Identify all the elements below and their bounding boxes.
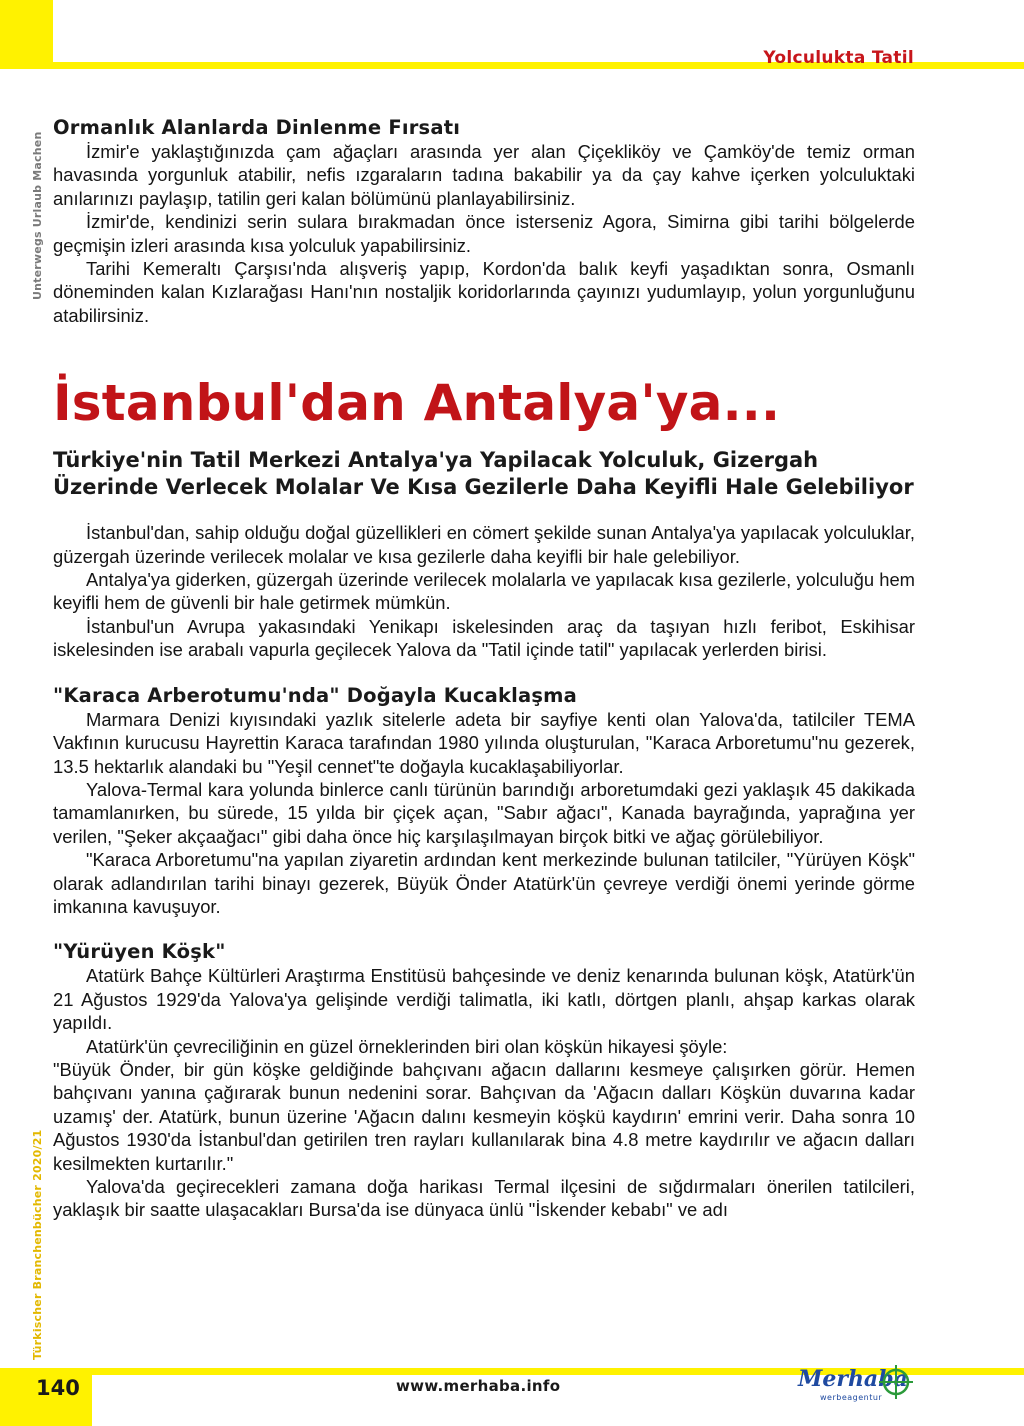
article-antalya [53, 373, 915, 661]
side-label-bottom: Türkischer Branchenbücher 2020/21 [31, 1129, 44, 1360]
paragraph: İzmir'de, kendinizi serin sulara bırakmadan önce isterseniz Agora, Simirna gibi tarihi bölgelerde geçmişin izleri arasında kısa yolculuk yapabilirsiniz. [53, 211, 915, 256]
paragraph: İstanbul'dan, sahip olduğu doğal güzellikleri en cömert şekilde sunan Antalya'ya yapılacak yolculuklar, güzergah üzerinde verilecek molalar ve kısa gezilerle daha keyifli bir hale gelebiliyor. [53, 522, 915, 567]
paragraph: Tarihi Kemeraltı Çarşısı'nda alışveriş yapıp, Kordon'da balık keyfi yaşadıktan sonra, Osmanlı döneminden kalan Kızlarağası Hanı'nın nostaljik koridorlarında çayınızı yudumlayıp, yolun yorgunluğunu atabilirsiniz. [53, 258, 915, 326]
heading-karaca: "Karaca Arberotumu'nda" Doğayla Kucaklaşma [53, 683, 578, 707]
logo-tagline: werbeagentur [820, 1393, 883, 1402]
heading-forest: Ormanlık Alanlarda Dinlenme Fırsatı [53, 116, 461, 139]
page-content [53, 116, 915, 1222]
paragraph: Atatürk Bahçe Kültürleri Araştırma Enstitüsü bahçesinde ve deniz kenarında bulunan köşk, Atatürk'ün 21 Ağustos 1929'da Yalova'ya gelişinde verdiği talimatla, iki katlı, dörtgen planlı, ahşap karkas olarak yapıldı. [53, 965, 915, 1034]
section-kosk [53, 940, 915, 1221]
paragraph: Antalya'ya giderken, güzergah üzerinde verilecek molalarla ve yapılacak kısa gezilerle, yolculuğu hem keyifli hem de güvenli bir hale getirmek mümkün. [53, 569, 915, 614]
merhaba-logo [798, 1362, 916, 1412]
paragraph: Yalova-Termal kara yolunda binlerce canlı türünün barındığı arboretumdaki gezi yaklaşık 45 dakikada tamamlanırken, bu sürede, 15 yılda bir çiçek açan, "Sabır ağacı", Kanada bayrağında, yaprağına yer verilen, "Şeker akçaağacı" gibi daha önce hiç karşılaşılmayan birçok bitki ve ağaç görülebiliyor. [53, 778, 915, 847]
heading-kosk: "Yürüyen Köşk" [53, 940, 226, 964]
page-number: 140 [36, 1376, 80, 1400]
article-forest [53, 116, 915, 327]
paragraph: Marmara Denizi kıyısındaki yazlık sitelerle adeta bir sayfiye kenti olan Yalova'da, tatilciler TEMA Vakfının kurucusu Hayrettin Karaca tarafından 1980 yılında oluşturulan, "Karaca Arboretumu"nu gezerek, 13.5 hektarlık alandaki bu "Yeşil cennet"te doğayla kucaklaşabiliyorlar. [53, 708, 915, 777]
paragraph: Yalova'da geçirecekleri zamana doğa harikası Termal ilçesini de sığdırmaları önerilen tatilcileri, yaklaşık bir saatte ulaşacakları Bursa'da ise dünyaca ünlü "İskender kebabı" ve adı [53, 1176, 915, 1221]
side-label-top: Unterwegs Urlaub Machen [31, 131, 44, 300]
section-tag: Yolculukta Tatil [763, 48, 914, 68]
paragraph: İstanbul'un Avrupa yakasındaki Yenikapı iskelesinden araç da taşıyan hızlı feribot, Eskihisar iskelesinden ise arabalı vapurla geçilecek Yalova da "Tatil içinde tatil" yapılacak yerlerden birisi. [53, 615, 915, 661]
top-corner-block [0, 0, 53, 62]
logo-name: Merhaba [798, 1366, 908, 1392]
paragraph: İzmir'e yaklaştığınızda çam ağaçları arasında yer alan Çiçekliköy ve Çamköy'de temiz orman havasında yorgunluk atabilir, nefis ızgaraların tadına bakabilir ya da çay kahve içerken yolculuktaki anılarınızı paylaşıp, tatilin geri kalan bölümünü planlayabilirsiniz. [53, 141, 915, 209]
paragraph: "Büyük Önder, bir gün köşke geldiğinde bahçıvanı ağacın dallarını kesmeye çalışırken görür. Hemen bahçıvanı yanına çağırarak bunun nedenini sorar. Bahçıvan da 'Ağacın dalları Köşkün duvarına kadar uzamış' der. Atatürk, bunun üzerine 'Ağacın dalını kesmeyin köşkü kaydırın' emrini verir. Daha sonra 10 Ağustos 1930'da İstanbul'dan getirilen tren rayları kullanılarak bina 4.8 metre kaydırılır ve ağacın dalları kesilmekten kurtarılır." [53, 1058, 915, 1174]
article-subtitle: Türkiye'nin Tatil Merkezi Antalya'ya Yapilacak Yolculuk, Gizergah Üzerinde Verlecek Molalar Ve Kısa Gezilerle Daha Keyifli Hale Gelebiliyor [53, 448, 914, 500]
paragraph: Atatürk'ün çevreciliğinin en güzel örneklerinden biri olan köşkün hikayesi şöyle: [86, 1035, 728, 1057]
paragraph: "Karaca Arboretumu"na yapılan ziyaretin ardından kent merkezinde bulunan tatilciler, "Yürüyen Köşk" olarak adlandırılan tarihi binayı gezerek, Büyük Önder Atatürk'ün çevreye verdiği önemi yerinde görme imkanına kavuşuyor. [53, 849, 915, 917]
footer-url-link[interactable]: www.merhaba.info [396, 1377, 561, 1395]
section-karaca [53, 684, 915, 919]
page-title: İstanbul'dan Antalya'ya... [53, 374, 781, 433]
